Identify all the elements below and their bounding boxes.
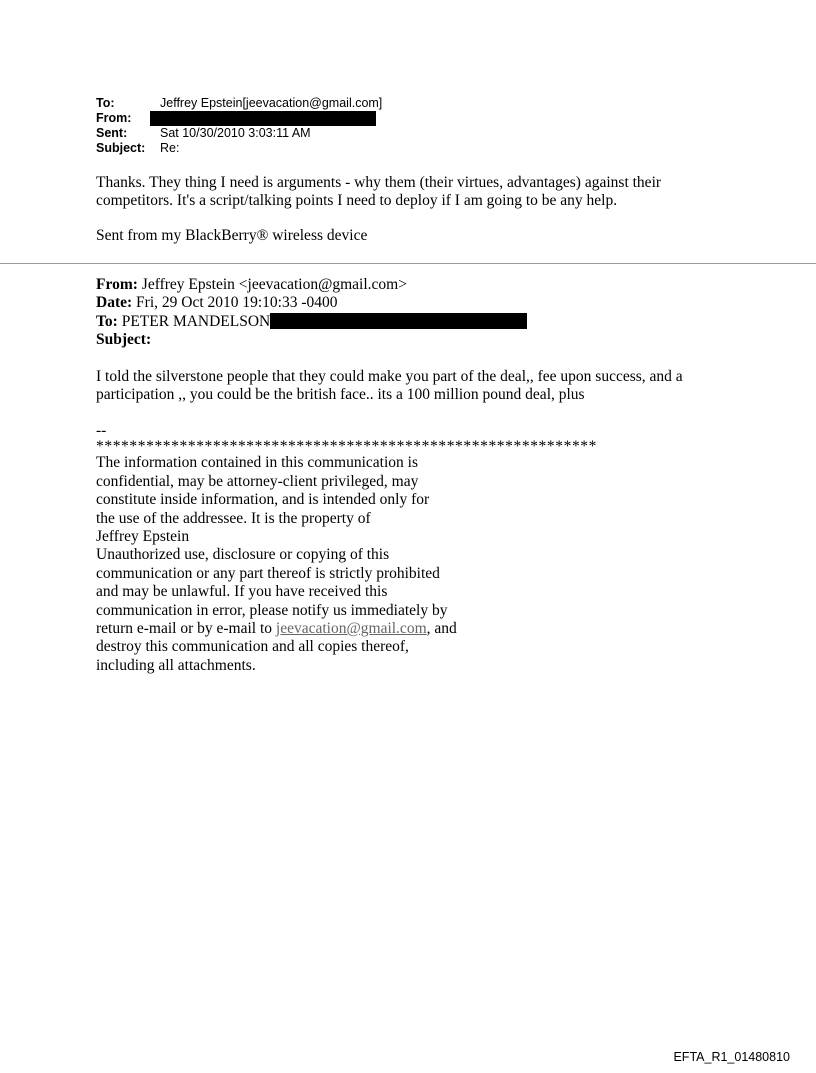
quoted-to-value: PETER MANDELSON xyxy=(121,312,271,330)
disclaimer-line: the use of the addressee. It is the property of xyxy=(96,509,371,527)
signature-text: Sent from my BlackBerry® wireless device xyxy=(96,227,368,244)
disclaimer-line: confidential, may be attorney-client privileged, may xyxy=(96,472,419,490)
document-id: EFTA_R1_01480810 xyxy=(673,1050,790,1064)
quoted-date-value: Fri, 29 Oct 2010 19:10:33 -0400 xyxy=(136,294,338,312)
from-label: From: xyxy=(96,111,132,125)
to-value: Jeffrey Epstein[jeevacation@gmail.com] xyxy=(160,96,383,110)
star-separator: ************************************************************ xyxy=(96,438,597,456)
divider-line xyxy=(0,263,816,264)
sent-value: Sat 10/30/2010 3:03:11 AM xyxy=(160,126,311,140)
disclaimer-line: constitute inside information, and is intended only for xyxy=(96,491,430,509)
disclaimer-line: including all attachments. xyxy=(96,656,256,674)
subject-label: Subject: xyxy=(96,141,146,155)
to-label: To: xyxy=(96,96,115,110)
disclaimer-line: The information contained in this communication is xyxy=(96,454,418,472)
quoted-from-value: Jeffrey Epstein <jeevacation@gmail.com> xyxy=(141,276,407,293)
subject-value: Re: xyxy=(160,141,180,155)
quoted-body-text: I told the silverstone people that they could make you part of the deal,, fee upon success, and a participation ,, you could be the british face.. its a 100 million pound deal, plus xyxy=(96,368,683,404)
reply-signature xyxy=(96,227,367,245)
quoted-subject-row xyxy=(96,331,527,349)
redaction-bar xyxy=(270,313,527,329)
email-header xyxy=(96,96,382,156)
redaction-bar xyxy=(150,111,376,126)
link-suffix: , and xyxy=(426,620,457,638)
header-sent-row xyxy=(96,126,382,141)
disclaimer-line: communication or any part thereof is strictly prohibited xyxy=(96,564,440,582)
signature-dash: -- xyxy=(96,422,107,439)
header-subject-row xyxy=(96,141,382,156)
disclaimer-line: communication in error, please notify us immediately by xyxy=(96,601,448,619)
disclaimer-link-line xyxy=(96,620,597,638)
disclaimer-line: Unauthorized use, disclosure or copying of this xyxy=(96,546,390,564)
quoted-from-row xyxy=(96,276,527,294)
quoted-date-row xyxy=(96,294,527,312)
email-link[interactable]: jeevacation@gmail.com xyxy=(275,620,427,638)
disclaimer-line: Jeffrey Epstein xyxy=(96,528,190,546)
link-prefix: return e-mail or by e-mail to xyxy=(96,620,276,638)
quoted-to-label: To: xyxy=(96,312,118,330)
quoted-to-row xyxy=(96,313,527,331)
disclaimer-line: and may be unlawful. If you have received this xyxy=(96,583,388,601)
quoted-subject-label: Subject: xyxy=(96,331,152,349)
quoted-body xyxy=(96,368,718,405)
header-to-row xyxy=(96,96,382,111)
disclaimer-line: destroy this communication and all copies thereof, xyxy=(96,638,409,656)
quoted-header xyxy=(96,276,527,350)
reply-body xyxy=(96,174,716,211)
quoted-date-label: Date: xyxy=(96,294,133,312)
header-from-row xyxy=(96,111,382,126)
disclaimer xyxy=(96,422,597,675)
quoted-from-label: From: xyxy=(96,276,138,293)
sent-label: Sent: xyxy=(96,126,128,140)
reply-text: Thanks. They thing I need is arguments - why them (their virtues, advantages) against their competitors. It's a script/talking points I need to deploy if I am going to be any help. xyxy=(96,174,662,210)
